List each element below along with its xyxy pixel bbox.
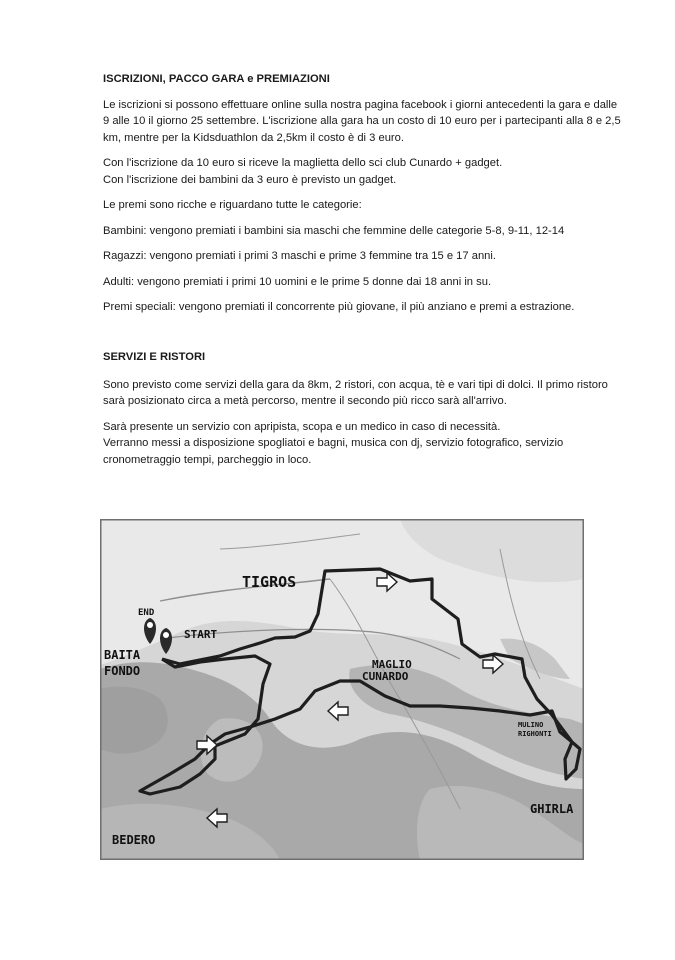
prize-speciali: Premi speciali: vengono premiati il concorrente più giovane, il più anziano e premi a estrazione. [103,301,575,313]
label-righonti: RIGHONTI [518,730,552,738]
section-title-services: SERVIZI E RISTORI [103,351,206,363]
prize-ragazzi: Ragazzi: vengono premiati i primi 3 maschi e prime 3 femmine tra 15 e 17 anni. [103,250,496,262]
section-registration [103,71,623,316]
label-mulino: MULINO [518,721,544,729]
facilities-paragraph: Verranno messi a disposizione spogliatoi e bagni, musica con dj, servizio fotografico, servizio cronometraggio tempi, parcheggio in loco. [103,437,564,466]
prize-bambini: Bambini: vengono premiati i bambini sia maschi che femmine delle categorie 5-8, 9-11, 12-14 [103,224,565,237]
label-tigros: TIGROS [242,573,297,591]
label-start: START [184,628,218,641]
label-end: END [138,608,155,618]
label-cunardo: CUNARDO [362,670,409,683]
tshirt-paragraph: Con l'iscrizione da 10 euro si riceve la maglietta dello sci club Cunardo + gadget. [103,157,503,169]
services-paragraph: Sono previsto come servizi della gara da 8km, 2 ristori, con acqua, tè e vari tipi di dolci. Il primo ristoro sarà posizionato circa a metà percorso, mentre il secondo più ricco sarà all'arrivo. [103,378,608,407]
staff-paragraph: Sarà presente un servizio con apripista, scopa e un medico in caso di necessità. [103,420,501,433]
label-bedero: BEDERO [112,833,156,847]
section-title-registration: ISCRIZIONI, PACCO GARA e PREMIAZIONI [103,73,330,85]
label-baita: BAITA [104,648,141,662]
label-ghirla: GHIRLA [530,802,574,816]
gadget-paragraph: Con l'iscrizione dei bambini da 3 euro è previsto un gadget. [103,173,397,186]
section-services [103,349,623,468]
registration-paragraph: Le iscrizioni si possono effettuare online sulla nostra pagina facebook i giorni antecedenti la gara e dalle 9 alle 10 il giorno 25 settembre. L'iscrizione alla gara ha un costo di 10 euro per i partecipanti alla 8 e 2,5 km, mentre per la Kidsduathlon da 2,5km il costo è di 3 euro. [103,98,621,144]
label-fondo: FONDO [104,664,141,678]
label-maglio: MAGLIO [372,658,412,671]
prizes-intro: Le premi sono ricche e riguardano tutte le categorie: [103,199,362,211]
route-map [100,519,584,860]
prize-adulti: Adulti: vengono premiati i primi 10 uomini e le prime 5 donne dai 18 anni in su. [103,275,492,288]
